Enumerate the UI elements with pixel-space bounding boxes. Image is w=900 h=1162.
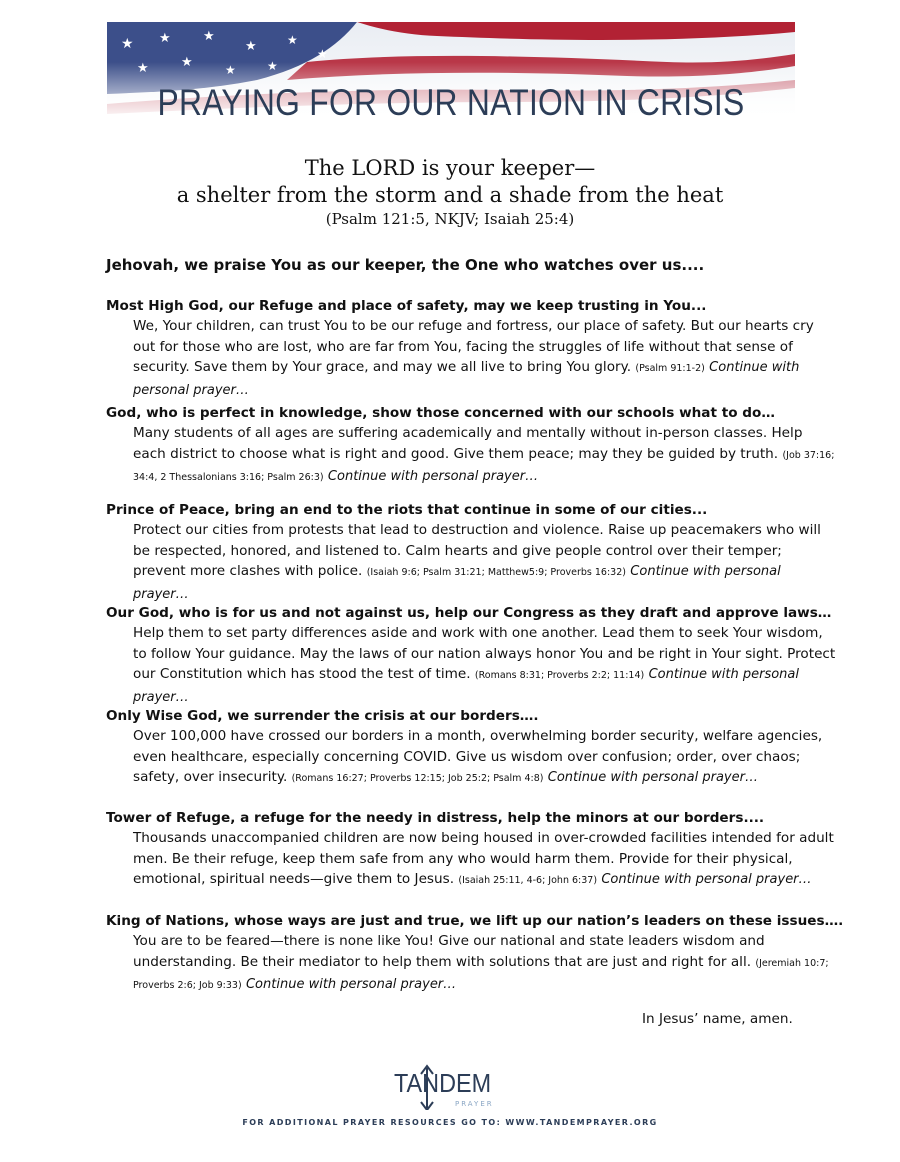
section-body: Many students of all ages are suffering academically and mentally without in-person classes. Help each district to choose what is right and good. Give them peace; may they be guided by truth. (Job 37:16; 34:4, 2 Thessalonians 3:16; Psalm 26:3) Continue with personal prayer… <box>133 425 835 485</box>
continue-prompt: Continue with personal prayer… <box>133 360 800 398</box>
prayer-section <box>106 808 836 892</box>
tandem-logo[interactable] <box>380 1062 520 1110</box>
section-heading: Most High God, our Refuge and place of safety, may we keep trusting in You... <box>106 298 707 314</box>
scripture-ref: (Romans 8:31; Proverbs 2:2; 11:14) <box>474 670 645 682</box>
svg-text:★: ★ <box>317 47 328 61</box>
section-heading: Our God, who is for us and not against us, help our Congress as they draft and approve laws… <box>106 605 832 621</box>
svg-text:★: ★ <box>203 29 215 44</box>
closing-line: In Jesus’ name, amen. <box>642 1011 793 1027</box>
continue-prompt: Continue with personal prayer… <box>327 469 539 485</box>
svg-text:★: ★ <box>159 31 171 46</box>
scripture-ref: (Isaiah 25:11, 4-6; John 6:37) <box>458 875 598 887</box>
continue-prompt: Continue with personal prayer… <box>601 872 812 888</box>
continue-prompt: Continue with personal prayer… <box>133 564 781 602</box>
logo-wordmark: TANDEM <box>394 1068 492 1098</box>
section-body: Help them to set party differences aside and work with one another. Lead them to seek Your wisdom, to follow Your guidance. May the laws of our nation always honor You and be right in Your sight. Protect our Constitution which has stood the test of time. (Romans 8:31; Proverbs 2:2; 11:14) Continue with personal prayer… <box>133 625 836 705</box>
section-heading: Tower of Refuge, a refuge for the needy in distress, help the minors at our borders.... <box>106 810 765 826</box>
svg-text:★: ★ <box>245 39 257 54</box>
section-heading: Prince of Peace, bring an end to the riots that continue in some of our cities... <box>106 502 708 518</box>
logo-subtitle: PRAYER <box>455 1100 494 1108</box>
section-body: Thousands unaccompanied children are now being housed in over-crowded facilities intended for adult men. Be their refuge, keep them safe from any who would harm them. Provide for their physical, emotional, spiritual needs—give them to Jesus. (Isaiah 25:11, 4-6; John 6:37) Continue with personal prayer… <box>133 830 834 888</box>
prayer-section <box>106 296 836 401</box>
footer-resources[interactable]: FOR ADDITIONAL PRAYER RESOURCES GO TO: WWW.TANDEMPRAYER.ORG <box>242 1118 658 1127</box>
verse-reference: (Psalm 121:5, NKJV; Isaiah 25:4) <box>325 210 575 228</box>
continue-prompt: Continue with personal prayer… <box>547 770 758 786</box>
verse-line-2: a shelter from the storm and a shade from the heat <box>176 183 724 207</box>
section-body: Protect our cities from protests that lead to destruction and violence. Raise up peacemakers who will be respected, honored, and listened to. Calm hearts and give people control over their temper; prevent more clashes with police. (Isaiah 9:6; Psalm 31:21; Matthew5:9; Proverbs 16:32) Continue with personal prayer… <box>133 522 821 602</box>
continue-prompt: Continue with personal prayer… <box>245 977 457 993</box>
scripture-ref: (Psalm 91:1-2) <box>635 363 705 375</box>
prayer-section <box>106 911 844 997</box>
continue-prompt: Continue with personal prayer… <box>133 667 800 705</box>
prayer-section <box>106 706 836 790</box>
section-heading: King of Nations, whose ways are just and true, we lift up our nation’s leaders on these issues…. <box>106 913 844 929</box>
section-heading: God, who is perfect in knowledge, show those concerned with our schools what to do… <box>106 405 775 421</box>
scripture-ref: (Isaiah 9:6; Psalm 31:21; Matthew5:9; Proverbs 16:32) <box>366 567 626 579</box>
prayer-section <box>106 403 836 489</box>
scripture-ref: (Job 37:16; 34:4, 2 Thessalonians 3:16; Psalm 26:3) <box>133 449 835 484</box>
verse-line-1: The LORD is your keeper— <box>304 156 596 180</box>
scripture-ref: (Jeremiah 10:7; Proverbs 2:6; Job 9:33) <box>133 957 829 992</box>
prayer-section <box>106 500 836 605</box>
section-body: Over 100,000 have crossed our borders in a month, overwhelming border security, welfare agencies, even healthcare, especially concerning COVID. Give us wisdom over confusion; order, over chaos; safety, over insecurity. (Romans 16:27; Proverbs 12:15; Job 25:2; Psalm 4:8) Continue with personal prayer… <box>133 728 823 786</box>
intro-line: Jehovah, we praise You as our keeper, the One who watches over us.... <box>106 256 705 274</box>
header-banner <box>107 22 795 122</box>
banner-title: PRAYING FOR OUR NATION IN CRISIS <box>157 82 745 122</box>
section-heading: Only Wise God, we surrender the crisis at our borders…. <box>106 708 539 724</box>
prayer-section <box>106 603 836 708</box>
section-body: You are to be feared—there is none like You! Give our national and state leaders wisdom and understanding. Be their mediator to help them with solutions that are just and right for all. (Jeremiah 10:7; Proverbs 2:6; Job 9:33) Continue with personal prayer… <box>133 933 829 993</box>
section-body: We, Your children, can trust You to be our refuge and fortress, our place of safety. But our hearts cry out for those who are lost, who are far from You, facing the struggles of life without that sense of security. Save them by Your grace, and may we all live to bring You glory. (Psalm 91:1-2) Continue with personal prayer… <box>133 318 814 398</box>
scripture-ref: (Romans 16:27; Proverbs 12:15; Job 25:2; Psalm 4:8) <box>291 773 544 785</box>
svg-text:★: ★ <box>287 33 298 47</box>
svg-text:★: ★ <box>121 36 134 52</box>
